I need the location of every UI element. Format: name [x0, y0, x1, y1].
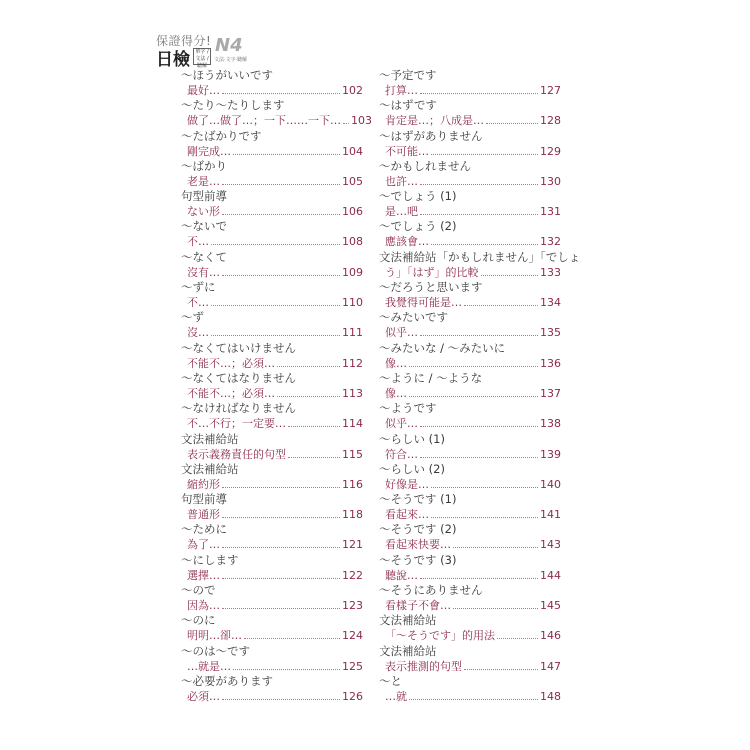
dot-leader	[409, 396, 538, 397]
toc-entry	[379, 522, 561, 552]
entry-meaning: 不…	[187, 235, 209, 249]
dot-leader	[464, 669, 538, 670]
entry-title: ～だろうと思います	[379, 280, 483, 295]
entry-title: ～なければなりません	[181, 401, 296, 416]
entry-title: ～ほうがいいです	[181, 68, 273, 82]
entry-title: ～ず	[181, 310, 204, 325]
page-number: 128	[540, 114, 561, 128]
dot-leader	[211, 305, 340, 306]
entry-detail-row	[385, 416, 561, 430]
toc-entry	[379, 553, 561, 583]
dot-leader	[222, 214, 340, 215]
entry-title: ～ないで	[181, 219, 227, 234]
entry-title: 文法補給站	[181, 461, 239, 476]
dot-leader	[211, 335, 340, 336]
page-number: 138	[540, 417, 561, 431]
book-logo	[148, 32, 268, 70]
entry-meaning: 不…不行；一定要…	[187, 417, 286, 431]
entry-meaning: 為了…	[187, 538, 220, 552]
entry-title: ～でしょう (2)	[379, 219, 457, 234]
entry-title: ～みたいな / ～みたいに	[379, 340, 506, 355]
entry-meaning: 似乎…	[385, 326, 418, 340]
entry-meaning: 應該會…	[385, 235, 429, 249]
page-number: 131	[540, 205, 561, 219]
entry-title: 文法補給站	[181, 431, 239, 446]
entry-meaning: 明明…卻…	[187, 629, 242, 643]
entry-detail-row	[187, 265, 363, 279]
entry-meaning: 我覺得可能是…	[385, 296, 462, 310]
entry-detail-row	[187, 234, 363, 248]
entry-meaning: 縮約形	[187, 477, 220, 491]
entry-title: ～ずに	[181, 280, 216, 295]
entry-meaning: 看樣子不會…	[385, 599, 451, 613]
page-number: 115	[342, 447, 363, 461]
entry-title: ～予定です	[379, 68, 437, 82]
dot-leader	[431, 244, 538, 245]
page-number: 103	[351, 114, 372, 128]
entry-title: ～ようです	[379, 401, 437, 416]
dot-leader	[420, 335, 538, 336]
entry-detail-row	[385, 628, 561, 642]
entry-title: ～ために	[181, 522, 227, 537]
toc-entry	[181, 310, 363, 340]
entry-detail-row	[385, 659, 561, 673]
dot-leader	[222, 547, 340, 548]
entry-title: 文法補給站	[379, 613, 437, 628]
entry-meaning: 選擇…	[187, 568, 220, 582]
logo-level: N4	[215, 35, 243, 56]
dot-leader	[222, 517, 340, 518]
page-number: 125	[342, 659, 363, 673]
toc-entry	[379, 432, 561, 462]
page-number: 126	[342, 689, 363, 703]
entry-title: ～ばかり	[181, 158, 227, 173]
entry-meaning: …就是…	[187, 659, 231, 673]
entry-meaning: 不可能…	[385, 144, 429, 158]
toc-entry	[379, 492, 561, 522]
toc-entry	[181, 644, 363, 674]
toc-entry	[379, 98, 561, 128]
entry-title: ～そうです (3)	[379, 552, 457, 567]
entry-detail-row	[187, 144, 363, 158]
toc-entry	[181, 250, 363, 280]
page-number: 121	[342, 538, 363, 552]
dot-leader	[464, 305, 538, 306]
toc-entry	[181, 280, 363, 310]
entry-meaning: 沒有…	[187, 265, 220, 279]
toc-entry	[181, 553, 363, 583]
entry-meaning: 「～そうです」的用法	[385, 629, 495, 643]
entry-detail-row	[187, 113, 372, 128]
page-number: 140	[540, 477, 561, 491]
entry-detail-row	[187, 477, 363, 491]
page-number: 116	[342, 477, 363, 491]
entry-detail-row	[385, 477, 561, 491]
entry-meaning: 看起來快要…	[385, 538, 451, 552]
page-number: 133	[540, 265, 561, 279]
entry-meaning: 也許…	[385, 174, 418, 188]
page-number: 141	[540, 508, 561, 522]
page-number: 122	[342, 568, 363, 582]
dot-leader	[343, 123, 349, 124]
entry-detail-row	[385, 325, 561, 339]
entry-detail-row	[385, 204, 561, 218]
toc-column-right	[379, 68, 581, 704]
page-number: 144	[540, 568, 561, 582]
dot-leader	[233, 154, 340, 155]
page-number: 123	[342, 599, 363, 613]
entry-title: ～ように / ～ような	[379, 370, 483, 385]
dot-leader	[277, 366, 340, 367]
entry-detail-row	[187, 659, 363, 673]
toc-entry	[181, 432, 363, 462]
entry-title: ～と	[379, 673, 402, 688]
entry-meaning: 符合…	[385, 447, 418, 461]
page-number: 111	[342, 326, 363, 340]
toc-entry	[379, 159, 561, 189]
toc-column-left	[181, 68, 372, 704]
dot-leader	[420, 184, 538, 185]
toc-entry	[181, 401, 363, 431]
toc-entry	[379, 401, 561, 431]
dot-leader	[481, 275, 539, 276]
dot-leader	[420, 93, 538, 94]
entry-meaning: 因為…	[187, 599, 220, 613]
entry-meaning: 是…吧	[385, 205, 418, 219]
toc-entry	[379, 674, 561, 704]
entry-title: ～ので	[181, 583, 216, 598]
page-number: 104	[342, 144, 363, 158]
entry-title: ～たり～たりします	[181, 98, 285, 113]
dot-leader	[288, 426, 340, 427]
page-number: 124	[342, 629, 363, 643]
page-number: 118	[342, 508, 363, 522]
entry-detail-row	[385, 144, 561, 158]
entry-meaning: 表示推測的句型	[385, 659, 462, 673]
toc-entry	[379, 371, 561, 401]
toc-entry	[181, 341, 363, 371]
entry-title: ～そうです (2)	[379, 522, 457, 537]
page-number: 112	[342, 356, 363, 370]
entry-detail-row	[385, 295, 561, 309]
entry-detail-row	[187, 598, 363, 612]
toc-entry	[379, 189, 561, 219]
entry-meaning: 最好…	[187, 84, 220, 97]
dot-leader	[222, 275, 340, 276]
logo-subtitle: 文法·文字·聽解	[214, 57, 248, 63]
logo-title: 日檢	[156, 50, 190, 70]
page-number: 132	[540, 235, 561, 249]
dot-leader	[497, 638, 538, 639]
entry-detail-row	[385, 537, 561, 551]
entry-meaning: 似乎…	[385, 417, 418, 431]
entry-detail-row	[187, 447, 363, 461]
entry-title: 句型前導	[181, 492, 227, 507]
entry-title: ～らしい (2)	[379, 461, 445, 476]
dot-leader	[222, 699, 340, 700]
dot-leader	[409, 366, 538, 367]
entry-title: ～はずです	[379, 98, 437, 113]
dot-leader	[420, 578, 538, 579]
entry-detail-row	[385, 113, 561, 127]
toc-entry	[181, 189, 363, 219]
dot-leader	[222, 93, 340, 94]
page-number: 135	[540, 326, 561, 340]
logo-box: 單字 / 文法 / 聽解	[193, 48, 211, 65]
dot-leader	[453, 547, 538, 548]
toc-entry	[181, 583, 363, 613]
entry-detail-row	[385, 356, 561, 370]
toc-entry	[181, 613, 363, 643]
entry-title: 文法補給站	[379, 643, 437, 658]
entry-meaning: 表示義務責任的句型	[187, 447, 286, 461]
page-number: 114	[342, 417, 363, 431]
page-number: 146	[540, 629, 561, 643]
entry-meaning: う」「はず」的比較	[385, 265, 479, 279]
toc-entry	[181, 159, 363, 189]
toc-entry	[379, 219, 561, 249]
entry-detail-row	[187, 325, 363, 339]
entry-title: ～なくてはいけません	[181, 340, 296, 355]
entry-title: ～なくて	[181, 249, 227, 264]
page-number: 108	[342, 235, 363, 249]
entry-meaning: 打算…	[385, 84, 418, 97]
page-number: 113	[342, 386, 363, 400]
entry-title: ～のに	[181, 613, 216, 628]
page-number: 130	[540, 174, 561, 188]
entry-detail-row	[187, 174, 363, 188]
toc-entry	[379, 310, 561, 340]
page-number: 109	[342, 265, 363, 279]
dot-leader	[420, 214, 538, 215]
entry-detail-row	[187, 568, 363, 582]
entry-title: ～そうにありません	[379, 583, 483, 598]
entry-detail-row	[385, 83, 561, 97]
dot-leader	[431, 487, 538, 488]
toc-entry	[181, 522, 363, 552]
toc-entry	[181, 371, 363, 401]
page-number: 139	[540, 447, 561, 461]
page-number: 102	[342, 84, 363, 97]
dot-leader	[409, 699, 538, 700]
entry-title: ～でしょう (1)	[379, 189, 457, 204]
entry-meaning: 不…	[187, 296, 209, 310]
entry-meaning: 做了…做了…；一下……一下…	[187, 114, 341, 128]
toc-entry	[379, 613, 561, 643]
entry-meaning: 肯定是…；八成是…	[385, 114, 484, 128]
entry-detail-row	[385, 265, 561, 279]
entry-meaning: 像…	[385, 356, 407, 370]
entry-meaning: 老是…	[187, 174, 220, 188]
page-number: 145	[540, 599, 561, 613]
entry-detail-row	[385, 689, 561, 703]
dot-leader	[420, 457, 538, 458]
entry-detail-row	[187, 628, 363, 642]
entry-meaning: 聽說…	[385, 568, 418, 582]
entry-title: ～にします	[181, 552, 239, 567]
page-number: 129	[540, 144, 561, 158]
entry-detail-row	[187, 83, 363, 97]
entry-detail-row	[187, 689, 363, 703]
entry-detail-row	[187, 295, 363, 309]
entry-detail-row	[187, 416, 363, 430]
toc-entry	[181, 492, 363, 522]
entry-detail-row	[385, 507, 561, 521]
toc-entry	[379, 249, 581, 280]
entry-title: ～なくてはなりません	[181, 370, 296, 385]
toc-entry	[379, 341, 561, 371]
entry-meaning: 沒…	[187, 326, 209, 340]
entry-detail-row	[385, 598, 561, 612]
dot-leader	[277, 396, 340, 397]
dot-leader	[222, 578, 340, 579]
dot-leader	[431, 517, 538, 518]
entry-meaning: 像…	[385, 386, 407, 400]
entry-detail-row	[187, 204, 363, 218]
toc-entry	[181, 68, 363, 98]
entry-meaning: …就	[385, 689, 407, 703]
entry-meaning: 看起來…	[385, 508, 429, 522]
toc-entry	[181, 129, 363, 159]
entry-meaning: 必須…	[187, 689, 220, 703]
entry-title: ～のは～です	[181, 643, 250, 658]
page-number: 134	[540, 296, 561, 310]
toc-entry	[181, 674, 363, 704]
page-number: 110	[342, 296, 363, 310]
entry-meaning: 不能不…；必須…	[187, 356, 275, 370]
page-number: 147	[540, 659, 561, 673]
toc-entry	[379, 583, 561, 613]
dot-leader	[420, 426, 538, 427]
entry-title: 文法補給站「かもしれません」「でしょ	[379, 249, 581, 264]
dot-leader	[233, 669, 340, 670]
entry-detail-row	[385, 447, 561, 461]
entry-meaning: ない形	[187, 205, 220, 219]
toc-entry	[181, 219, 363, 249]
entry-meaning: 不能不…；必須…	[187, 386, 275, 400]
toc-entry	[379, 129, 561, 159]
entry-title: ～必要があります	[181, 673, 273, 688]
entry-title: ～かもしれません	[379, 158, 471, 173]
page-number: 106	[342, 205, 363, 219]
entry-meaning: 普通形	[187, 508, 220, 522]
entry-title: ～はずがありません	[379, 128, 483, 143]
entry-title: ～みたいです	[379, 310, 448, 325]
page-number: 148	[540, 689, 561, 703]
page-number: 105	[342, 174, 363, 188]
entry-detail-row	[187, 537, 363, 551]
entry-detail-row	[385, 234, 561, 248]
logo-tagline: 保證得分!	[156, 34, 212, 48]
entry-title: ～らしい (1)	[379, 431, 445, 446]
dot-leader	[211, 244, 340, 245]
toc-entry	[181, 462, 363, 492]
dot-leader	[486, 123, 538, 124]
entry-detail-row	[385, 174, 561, 188]
page-number: 136	[540, 356, 561, 370]
page-number: 137	[540, 386, 561, 400]
dot-leader	[288, 457, 340, 458]
toc-entry	[379, 280, 561, 310]
entry-detail-row	[385, 568, 561, 582]
dot-leader	[222, 608, 340, 609]
entry-detail-row	[187, 507, 363, 521]
dot-leader	[222, 184, 340, 185]
entry-meaning: 好像是…	[385, 477, 429, 491]
toc-entry	[379, 68, 561, 98]
entry-meaning: 剛完成…	[187, 144, 231, 158]
page-number: 143	[540, 538, 561, 552]
entry-detail-row	[385, 386, 561, 400]
toc-entry	[181, 98, 372, 128]
dot-leader	[244, 638, 340, 639]
dot-leader	[222, 487, 340, 488]
entry-detail-row	[187, 356, 363, 370]
dot-leader	[453, 608, 538, 609]
entry-title: ～たばかりです	[181, 128, 262, 143]
page-number: 127	[540, 84, 561, 97]
toc-entry	[379, 462, 561, 492]
toc-entry	[379, 644, 561, 674]
entry-title: 句型前導	[181, 189, 227, 204]
entry-title: ～そうです (1)	[379, 492, 457, 507]
dot-leader	[431, 154, 538, 155]
entry-detail-row	[187, 386, 363, 400]
